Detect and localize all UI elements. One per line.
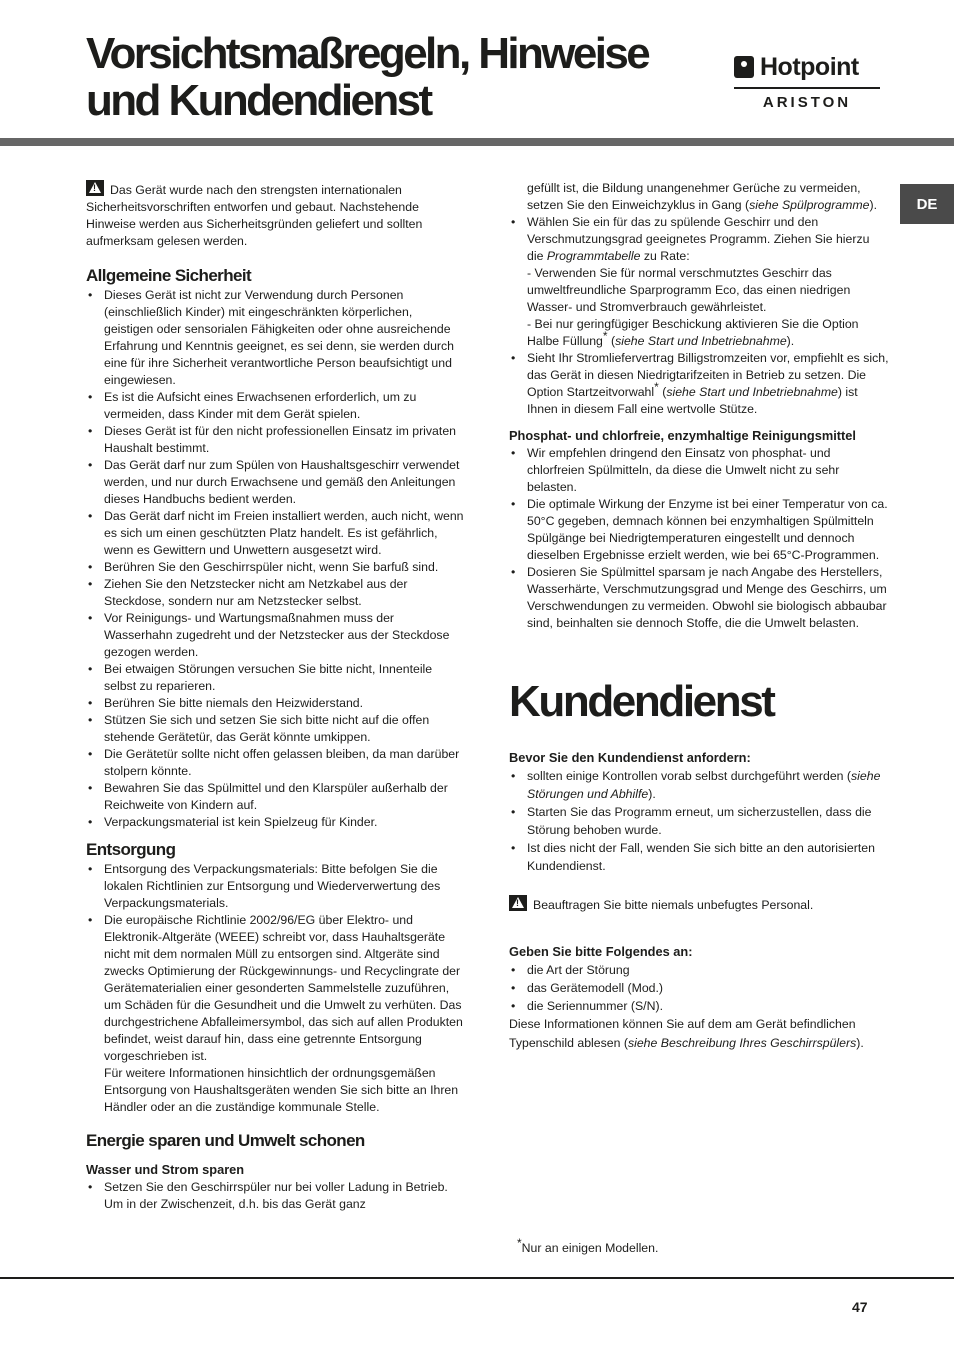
list-item: • Ist dies nicht der Fall, wenden Sie sich bitte an den autorisierten Kundendienst.	[509, 839, 889, 875]
list-item: • Vor Reinigungs- und Wartungsmaßnahmen muss der Wasserhahn zugedreht und der Netzstecker aus der Steckdose gezogen werden.	[86, 610, 464, 661]
footnote	[517, 1235, 817, 1257]
list-item: • Setzen Sie den Geschirrspüler nur bei voller Ladung in Betrieb. Um in der Zwischenzeit, d.h. bis das Gerät ganz	[86, 1179, 464, 1213]
page-title-line-2: und Kundendienst	[86, 76, 431, 125]
disposal-list	[86, 861, 464, 1116]
brand-divider	[734, 87, 880, 89]
warning-icon	[509, 895, 527, 911]
language-tab: DE	[900, 184, 954, 224]
list-item: • Die Gerätetür sollte nicht offen gelassen bleiben, da man darüber stolpern könnte.	[86, 746, 464, 780]
safety-heading: Allgemeine Sicherheit	[86, 266, 252, 285]
before-service-list	[509, 767, 889, 875]
continued-text: gefüllt ist, die Bildung unangenehmer Gerüche zu vermeiden, setzen Sie den Einweichzyklus in Gang (siehe Spülprogramme).	[527, 181, 877, 212]
cross-reference: siehe Start und Inbetriebnahme	[666, 385, 838, 399]
list-item: • die Art der Störung	[509, 961, 889, 979]
list-item: • Dieses Gerät ist für den nicht professionellen Einsatz im privaten Haushalt bestimmt.	[86, 423, 464, 457]
cross-reference: Programmtabelle	[546, 249, 641, 263]
list-item: • Das Gerät darf nur zum Spülen von Haushaltsgeschirr verwendet werden, und nur durch Erwachsene und gemäß den Anleitungen dieses Handbuchs bedient werden.	[86, 457, 464, 508]
cross-reference: siehe Störungen und Abhilfe	[527, 769, 881, 801]
list-item: • Wählen Sie ein für das zu spülende Geschirr und den Verschmutzungsgrad geeignetes Programm. Ziehen Sie hierzu die Programmtabelle zu Rate: - Verwenden Sie für normal verschmutztes Geschirr das umweltfreundliche Sparprogramm Eco, das einen niedrigen Wasser- und Stromverbrauch gewährleistet. - Bei nur geringfügiger Beschickung aktivieren Sie die Option Halbe Füllung* (siehe Start und Inbetriebnahme).	[509, 214, 889, 350]
personnel-warning: !Beauftragen Sie bitte niemals unbefugtes Personal.	[509, 895, 889, 914]
left-column	[86, 180, 464, 1213]
list-item	[86, 912, 464, 1116]
list-item: • Berühren Sie bitte niemals den Heizwiderstand.	[86, 695, 464, 712]
footer-rule	[0, 1277, 954, 1279]
water-list	[86, 1179, 464, 1213]
list-item: • Berühren Sie den Geschirrspüler nicht, wenn Sie barfuß sind.	[86, 559, 464, 576]
safety-list	[86, 287, 464, 831]
list-item: • Bei etwaigen Störungen versuchen Sie bitte nicht, Innenteile selbst zu reparieren.	[86, 661, 464, 695]
disposal-heading: Entsorgung	[86, 840, 176, 859]
phosphate-list	[509, 445, 889, 632]
list-item: • Starten Sie das Programm erneut, um sicherzustellen, dass die Störung behoben wurde.	[509, 803, 889, 839]
list-item: • das Gerätemodell (Mod.)	[509, 979, 889, 997]
asterisk-mark: *	[517, 1235, 522, 1250]
page-title-line-1: Vorsichtsmaßregeln, Hinweise	[86, 29, 649, 78]
asterisk-mark: *	[602, 328, 608, 343]
half-load-text: - Bei nur geringfügiger Beschickung aktivieren Sie die Option Halbe Füllung	[527, 317, 859, 348]
cross-reference: siehe Start und Inbetriebnahme	[615, 334, 787, 348]
list-item: • Dosieren Sie Spülmittel sparsam je nach Angabe des Herstellers, Wasserhärte, Verschmutzungsgrad und Menge des Geschirrs, um Verschwendungen zu vermeiden. Obwohl sie biologisch abbaubar sind, beinhalten sie dennoch Stoffe, die die Umwelt belasten.	[509, 564, 889, 632]
before-service-heading: Bevor Sie den Kundendienst anfordern:	[509, 750, 751, 765]
list-item: • Die optimale Wirkung der Enzyme ist bei einer Temperatur von ca. 50°C gegeben, demnach können bei enzymhaltigen Spülmitteln Spülgänge bei Niedrigtemperaturen eingestellt und dennoch dieselben Ergebnisse erzielt werden, wie bei 65°C-Programmen.	[509, 496, 889, 564]
list-item: • Entsorgung des Verpackungsmaterials: Bitte befolgen Sie die lokalen Richtlinien zur Entsorgung und Wiederverwertung des Verpackungsmaterials.	[86, 861, 464, 912]
list-item: • Wir empfehlen dringend den Einsatz von phosphat- und chlorfreien Spülmitteln, da diese die Umwelt nicht zu sehr belasten.	[509, 445, 889, 496]
list-item: • Das Gerät darf nicht im Freien installiert werden, auch nicht, wenn es sich um einen geschützten Platz handelt. Es ist gefährlich, wenn es Gewittern und Unwettern ausgesetzt wird.	[86, 508, 464, 559]
header-bar	[0, 138, 954, 146]
program-list	[509, 214, 889, 418]
provide-info-heading: Geben Sie bitte Folgendes an:	[509, 944, 693, 959]
asterisk-mark: *	[654, 379, 659, 394]
warning-icon	[86, 180, 104, 196]
cross-reference: siehe Spülprogramme	[749, 198, 870, 212]
list-item: • Ziehen Sie den Netzstecker nicht am Netzkabel aus der Steckdose, sondern nur am Netzstecker selbst.	[86, 576, 464, 610]
list-item: • Stützen Sie sich und setzen Sie sich bitte nicht auf die offen stehende Gerätetür, das Gerät könnte umkippen.	[86, 712, 464, 746]
list-item: • die Seriennummer (S/N).	[509, 997, 889, 1015]
right-column	[509, 180, 889, 1053]
list-item: • Verpackungsmaterial ist kein Spielzeug für Kinder.	[86, 814, 464, 831]
cross-reference: siehe Beschreibung Ihres Geschirrspülers	[627, 1036, 857, 1050]
list-item: • Dieses Gerät ist nicht zur Verwendung durch Personen (einschließlich Kinder) mit eingeschränkten körperlichen, geistigen oder sensorialen Fähigkeiten oder ohne ausreichende Erfahrung und Kenntnis geeignet, es sei denn, sie werden durch eine für ihre Sicherheit verantwortliche Person beaufsichtigt und eingewiesen.	[86, 287, 464, 389]
footnote-text: Nur an einigen Modellen.	[521, 1241, 659, 1255]
brand-logo	[734, 52, 880, 111]
page-title	[86, 30, 706, 124]
brand-mark-icon	[734, 56, 754, 78]
page-number: 47	[852, 1299, 868, 1315]
provide-info-list	[509, 961, 889, 1015]
energy-heading: Energie sparen und Umwelt schonen	[86, 1131, 365, 1150]
eco-text: - Verwenden Sie für normal verschmutztes Geschirr das umweltfreundliche Sparprogramm Eco, das einen niedrigen Wasser- und Stromverbrauch gewährleistet.	[527, 266, 851, 314]
water-heading: Wasser und Strom sparen	[86, 1162, 245, 1177]
brand-subname: ARISTON	[762, 94, 852, 111]
service-title: Kundendienst	[509, 677, 774, 726]
list-item: • Sieht Ihr Stromliefervertrag Billigstromzeiten vor, empfiehlt es sich, das Gerät in diesen Niedrigtarifzeiten in Betrieb zu setzen. Die Option Startzeitvorwahl* (siehe Start und Inbetriebnahme) ist Ihnen in diesem Fall eine wertvolle Stütze.	[509, 350, 889, 418]
rating-plate-text: Diese Informationen können Sie auf dem am Gerät befindlichen Typenschild ablesen (siehe Beschreibung Ihres Geschirrspülers).	[509, 1017, 864, 1050]
list-item: • sollten einige Kontrollen vorab selbst durchgeführt werden (siehe Störungen und Abhilfe).	[509, 767, 889, 803]
brand-name: Hotpoint	[760, 53, 859, 81]
list-item: • Bewahren Sie das Spülmittel und den Klarspüler außerhalb der Reichweite von Kindern auf.	[86, 780, 464, 814]
weee-more-text: Für weitere Informationen hinsichtlich der ordnungsgemäßen Entsorgung von Haushaltsgeräten wenden Sie sich bitte an Ihren Händler oder an die zuständige kommunale Stelle.	[104, 1066, 459, 1114]
intro-paragraph	[86, 180, 464, 250]
phosphate-heading: Phosphat- und chlorfreie, enzymhaltige Reinigungsmittel	[509, 428, 856, 443]
intro-text: Das Gerät wurde nach den strengsten internationalen Sicherheitsvorschriften entworfen und gebaut. Nachstehende Hinweise werden aus Sicherheitsgründen geliefert und sollten aufmerksam gelesen werden.	[86, 183, 423, 248]
list-item: • Es ist die Aufsicht eines Erwachsenen erforderlich, um zu vermeiden, dass Kinder mit dem Gerät spielen.	[86, 389, 464, 423]
weee-text: Die europäische Richtlinie 2002/96/EG über Elektro- und Elektronik-Altgeräte (WEEE) schreibt vor, dass Hauhaltsgeräte nicht mit dem normalen Müll zu entsorgen sind. Altgeräte sind zwecks Optimierung der Rückgewinnungs- und Recyclingrate der Gerätematerialien einer gesonderten Sammelstelle zuzuführen, um Schäden für die Gesundheit und die Umwelt zu verhüten. Das durchgestrichene Abfalleimersymbol, das sich auf allen Produkten befindet, weist darauf hin, dass eine getrennte Entsorgung vorgeschrieben ist.	[104, 913, 463, 1063]
